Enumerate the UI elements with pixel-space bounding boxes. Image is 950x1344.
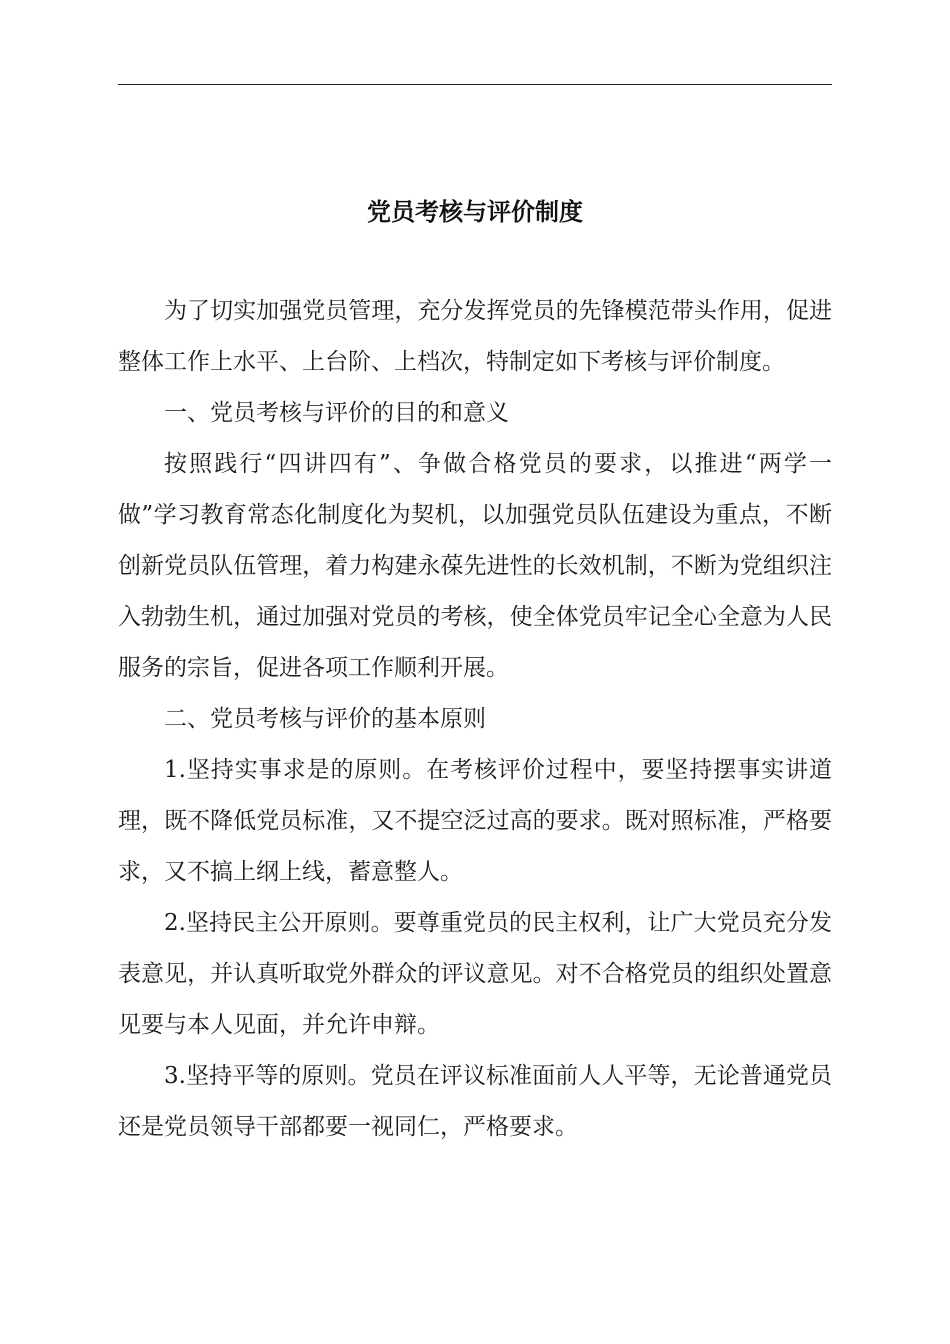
- purpose-paragraph: 按照践行“四讲四有”、争做合格党员的要求，以推进“两学一做”学习教育常态化制度化为契机，以加强党员队伍建设为重点，不断创新党员队伍管理，着力构建永葆先进性的长效机制，不断为党组织注入勃勃生机，通过加强对党员的考核，使全体党员牢记全心全意为人民服务的宗旨，促进各项工作顺利开展。: [118, 451, 832, 681]
- document-title: 党员考核与评价制度: [367, 198, 583, 226]
- header-rule: [118, 84, 832, 85]
- principle-item-1: 1.坚持实事求是的原则。在考核评价过程中，要坚持摆事实讲道理，既不降低党员标准，又不提空泛过高的要求。既对照标准，严格要求，又不搞上纲上线，蓄意整人。: [118, 757, 832, 885]
- principle-item-2: 2.坚持民主公开原则。要尊重党员的民主权利，让广大党员充分发表意见，并认真听取党外群众的评议意见。对不合格党员的组织处置意见要与本人见面，并允许申辩。: [118, 910, 832, 1038]
- intro-paragraph: 为了切实加强党员管理，充分发挥党员的先锋模范带头作用，促进整体工作上水平、上台阶、上档次，特制定如下考核与评价制度。: [118, 298, 832, 375]
- section-heading-principles: 二、党员考核与评价的基本原则: [164, 706, 486, 732]
- section-heading-purpose: 一、党员考核与评价的目的和意义: [164, 400, 509, 426]
- document-body: [118, 286, 832, 1153]
- principle-item-3: 3.坚持平等的原则。党员在评议标准面前人人平等，无论普通党员还是党员领导干部都要一视同仁，严格要求。: [118, 1063, 832, 1140]
